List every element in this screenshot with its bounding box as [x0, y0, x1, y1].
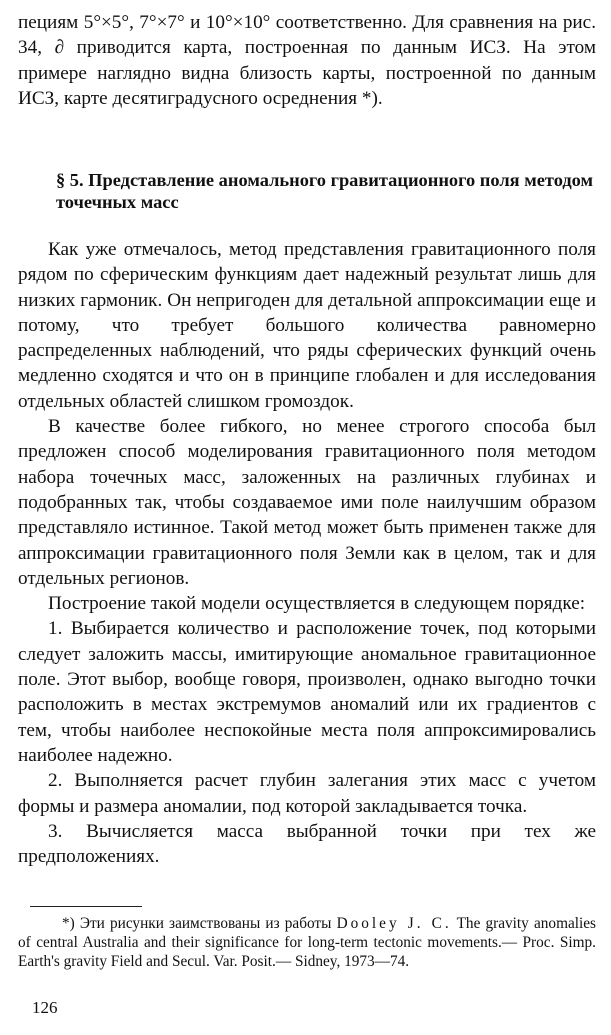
body-paragraph: Как уже отмечалось, метод представления гравитационного поля рядом по сферическим функциям дает надежный результат лишь для низких гармоник. Он непригоден для детальной аппроксимации еще и потому, что требует большого количества равномерно распределенных наблюдений, что ряды сферических функций очень медленно сходятся и что он в принципе глобален и для исследования отдельных областей слишком громоздок.	[18, 239, 596, 412]
list-item-3: 3. Вычисляется масса выбранной точки при тех же предположениях.	[18, 820, 596, 868]
continuation-paragraph: пециям 5°×5°, 7°×7° и 10°×10° соответственно. Для сравнения на рис. 34, ∂ приводится карта, построенная по данным ИСЗ. На этом примере наглядно видна близость карты, построенной по данным ИСЗ, карте десятиградусного осреднения *).	[18, 12, 596, 109]
list-item-1: 1. Выбирается количество и расположение точек, под которыми следует заложить массы, имитирующие аномальное гравитационное поле. Этот выбор, вообще говоря, произволен, однако выгодно точки расположить в местах экстремумов аномалий или их градиентов с тем, чтобы наиболее неспокойные места поля аппроксимировались наиболее надежно.	[18, 618, 596, 766]
page-number: 126	[32, 998, 58, 1017]
list-item-2: 2. Выполняется расчет глубин залегания этих масс с учетом формы и размера аномалии, под которой закладывается точка.	[18, 770, 596, 817]
footnote-reference: The gravity anomalies of central Australia and their significance for long-term tectonic movements.— Proc. Simp. Earth's gravity Field and Secul. Var. Posit.— Sidney, 1973—74.	[18, 915, 596, 970]
section-body	[18, 237, 596, 869]
footnote	[18, 914, 596, 971]
footnote-author: Dooley J. C.	[336, 915, 452, 932]
footnote-prefix: *) Эти рисунки заимствованы из работы	[62, 915, 337, 932]
section-heading: § 5. Представление аномального гравитационного поля методом точечных масс	[56, 170, 594, 212]
footnote-divider	[30, 906, 142, 907]
body-paragraph: В качестве более гибкого, но менее строгого способа был предложен способ моделирования гравитационного поля методом набора точечных масс, заложенных на различных глубинах и подобранных так, чтобы создаваемое ими поле наилучшим образом представляло истинное. Такой метод может быть применен также для аппроксимации гравитационного поля Земли как в целом, так и для отдельных регионов.	[18, 416, 596, 589]
body-paragraph: Построение такой модели осуществляется в следующем порядке:	[48, 593, 586, 615]
